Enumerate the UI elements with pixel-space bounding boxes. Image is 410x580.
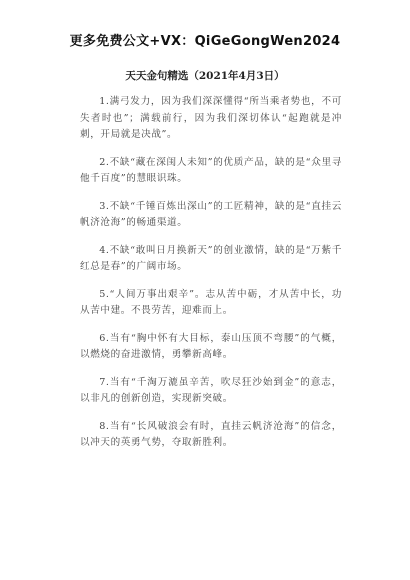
paragraph-6: 6.当有“胸中怀有大目标，泰山压顶不弯腰”的气概，以燃烧的奋进激情，勇攀新高峰。 [80, 332, 342, 360]
paragraph-7: 7.当有“千淘万漉虽辛苦，吹尽狂沙始到金”的意志，以非凡的创新创造，实现新突破。 [80, 376, 342, 404]
paragraph-8: 8.当有“长风破浪会有时，直挂云帆济沧海”的信念，以冲天的英勇气势，夺取新胜利。 [80, 420, 342, 448]
document-subtitle: 天天金句精选（2021年4月3日） [125, 70, 285, 82]
paragraph-2: 2.不缺“藏在深闺人未知”的优质产品，缺的是“众里寻他千百度”的慧眼识珠。 [80, 156, 342, 184]
promo-header: 更多免费公文+VX：QiGeGongWen2024 [69, 34, 341, 49]
paragraph-4: 4.不缺“敢叫日月换新天”的创业激情，缺的是“万紫千红总是春”的广阔市场。 [80, 244, 342, 272]
paragraph-3: 3.不缺“千锤百炼出深山”的工匠精神，缺的是“直挂云帆济沧海”的畅通渠道。 [80, 200, 342, 228]
paragraph-1: 1.满弓发力，因为我们深深懂得“所当乘者势也，不可失者时也”；满载前行，因为我们深切体认“起跑就是冲刺，开局就是决战”。 [80, 96, 342, 140]
paragraph-5: 5.“人间万事出艰辛”。志从苦中砺，才从苦中长，功从苦中建。不畏劳苦，迎难而上。 [80, 288, 342, 316]
document-body [80, 94, 342, 463]
